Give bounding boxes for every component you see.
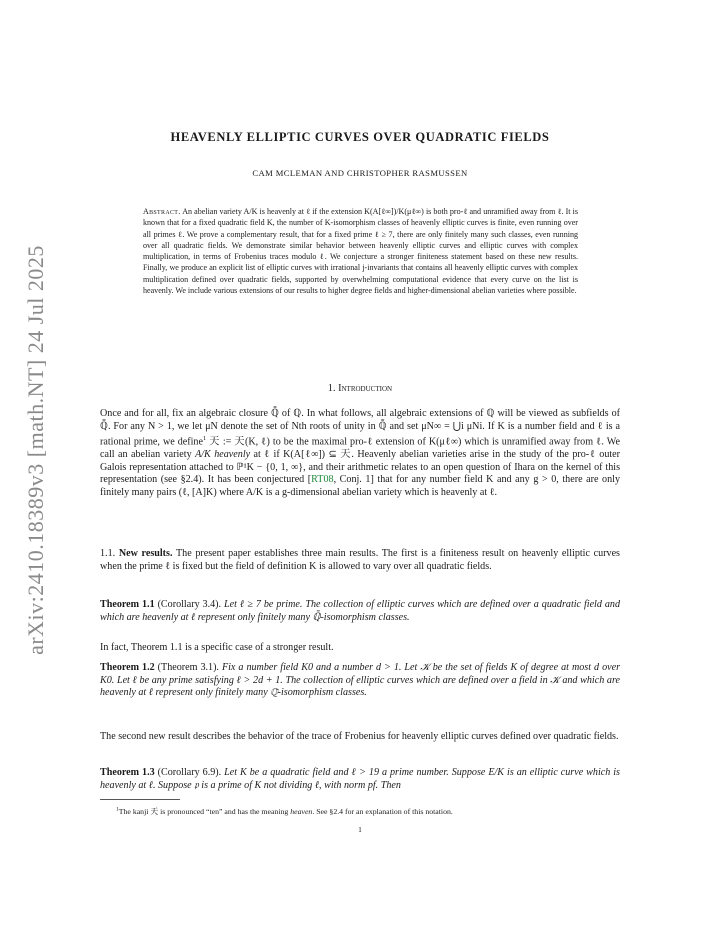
theorem-heading: Theorem 1.3	[100, 767, 155, 778]
subsection-heading: New results.	[118, 548, 173, 559]
new-results-text: The present paper establishes three main results. The first is a finiteness result on heavenly elliptic curves when the prime ℓ is fixed but the field of definition K is allowed to vary over all quadratic fields.	[100, 548, 620, 572]
theorem-statement: Fix a number field K0 and a number d > 1. Let 𝒦 be the set of fields K of degree at most d over K0. Let ℓ be any prime satisfying ℓ > 2d + 1. The collection of elliptic curves which are defined over a field in 𝒦 and which are heavenly at ℓ represent only finitely many ℚ̄-isomorphism classes.	[100, 662, 621, 699]
footnote-text-b: . See §2.4 for an explanation of this notation.	[312, 807, 453, 816]
intro-text-part-b: 天 := 天(K, ℓ) to be the maximal pro-ℓ extension of K(μℓ∞) which is unramified away from ℓ. We call an abelian variety	[100, 436, 620, 461]
theorem-reference: (Corollary 3.4).	[154, 599, 222, 610]
theorem-1-2	[100, 662, 620, 700]
footnote-number: 1	[116, 806, 119, 813]
theorem-statement: Let K be a quadratic field and ℓ > 19 a prime number. Suppose E/K is an elliptic curve which is heavenly at ℓ. Suppose 𝔭 is a prime of K not dividing ℓ, with norm pf. Then	[100, 767, 620, 791]
abstract	[143, 206, 578, 296]
frobenius-paragraph: The second new result describes the behavior of the trace of Frobenius for heavenly elliptic curves defined over quadratic fields.	[100, 731, 619, 742]
arxiv-sidebar	[24, 240, 48, 660]
theorem-reference: (Theorem 3.1).	[154, 662, 219, 673]
theorem-reference: (Corollary 6.9).	[154, 767, 222, 778]
theorem-1-1	[100, 599, 620, 624]
footnote-marker[interactable]: 1	[202, 435, 207, 443]
intro-paragraph	[100, 408, 620, 500]
footnote-text-a: The kanji 天 is pronounced “ten” and has the meaning	[118, 807, 291, 816]
paper-authors: CAM MCLEMAN AND CHRISTOPHER RASMUSSEN	[252, 168, 468, 178]
theorem-statement: Let ℓ ≥ 7 be prime. The collection of elliptic curves which are defined over a quadratic field and which are heavenly at ℓ represent only finitely many ℚ̄-isomorphism classes.	[100, 599, 620, 623]
page-number: 1	[358, 825, 362, 834]
theorem-heading: Theorem 1.2	[100, 662, 155, 673]
bridge-paragraph: In fact, Theorem 1.1 is a specific case of a stronger result.	[100, 642, 334, 653]
theorem-heading: Theorem 1.1	[100, 599, 155, 610]
arxiv-identifier: arXiv:2410.18389v3 [math.NT] 24 Jul 2025	[23, 245, 48, 655]
footnote	[116, 806, 620, 817]
footnote-emphasis: heaven	[290, 807, 313, 816]
intro-text-part-c: at ℓ if K(A[ℓ∞]) ⊆ 天. Heavenly abelian varieties arise in the study of the pro-ℓ outer Galois representation attached to ℙ¹K − {0, 1, ∞}, and their arithmetic relates to an open question of Ihara on the kernel of this representation (see §2.4). It has been conjectured [	[100, 449, 621, 486]
citation-link[interactable]: RT08	[311, 474, 334, 486]
new-results-paragraph	[100, 548, 620, 573]
abstract-label: Abstract.	[143, 207, 181, 216]
theorem-1-3	[100, 767, 620, 792]
section-number: 1.	[327, 383, 336, 394]
intro-emphasis: A/K heavenly	[195, 449, 251, 461]
abstract-text: An abelian variety A/K is heavenly at ℓ if the extension K(A[ℓ∞])/K(μℓ∞) is both pro-ℓ and unramified away from ℓ. It is known that for a fixed quadratic field K, the number of K-isomorphism classes of heavenly elliptic curves is finite, even running over all primes ℓ. We prove a complementary result, that for a fixed prime ℓ ≥ 7, there are only finitely many such classes, even running over all quadratic fields. We demonstrate similar behavior between heavenly elliptic curves and elliptic curves with complex multiplication, in terms of Frobenius traces modulo ℓ. We conjecture a stronger finiteness statement based on these new results. Finally, we produce an explicit list of elliptic curves with irrational j-invariants that contains all heavenly elliptic curves with complex multiplication defined over quadratic fields, supported by overwhelming computational evidence that every curve on the list is heavenly. We include various extensions of our results to higher degree fields and higher-dimensional abelian varieties where possible.	[143, 207, 578, 296]
intro-text-part-a: Once and for all, fix an algebraic closure ℚ̄ of ℚ. In what follows, all algebraic extensions of ℚ will be viewed as subfields of ℚ̄. For any N > 1, we let μN denote the set of Nth roots of unity in ℚ̄ and set μN∞ = ⋃i μNi. If K is a number field and ℓ is a rational prime, we define	[100, 408, 620, 448]
intro-text-part-d: , Conj. 1] that for any number field K and any g > 0, there are only finitely many pairs (ℓ, [A]K) where A/K is a g-dimensional abelian variety which is heavenly at ℓ.	[100, 474, 620, 498]
section-title: Introduction	[338, 383, 393, 394]
footnote-rule	[100, 799, 180, 800]
section-heading	[100, 383, 620, 394]
paper-title: HEAVENLY ELLIPTIC CURVES OVER QUADRATIC FIELDS	[170, 130, 550, 144]
subsection-number: 1.1.	[100, 548, 116, 559]
